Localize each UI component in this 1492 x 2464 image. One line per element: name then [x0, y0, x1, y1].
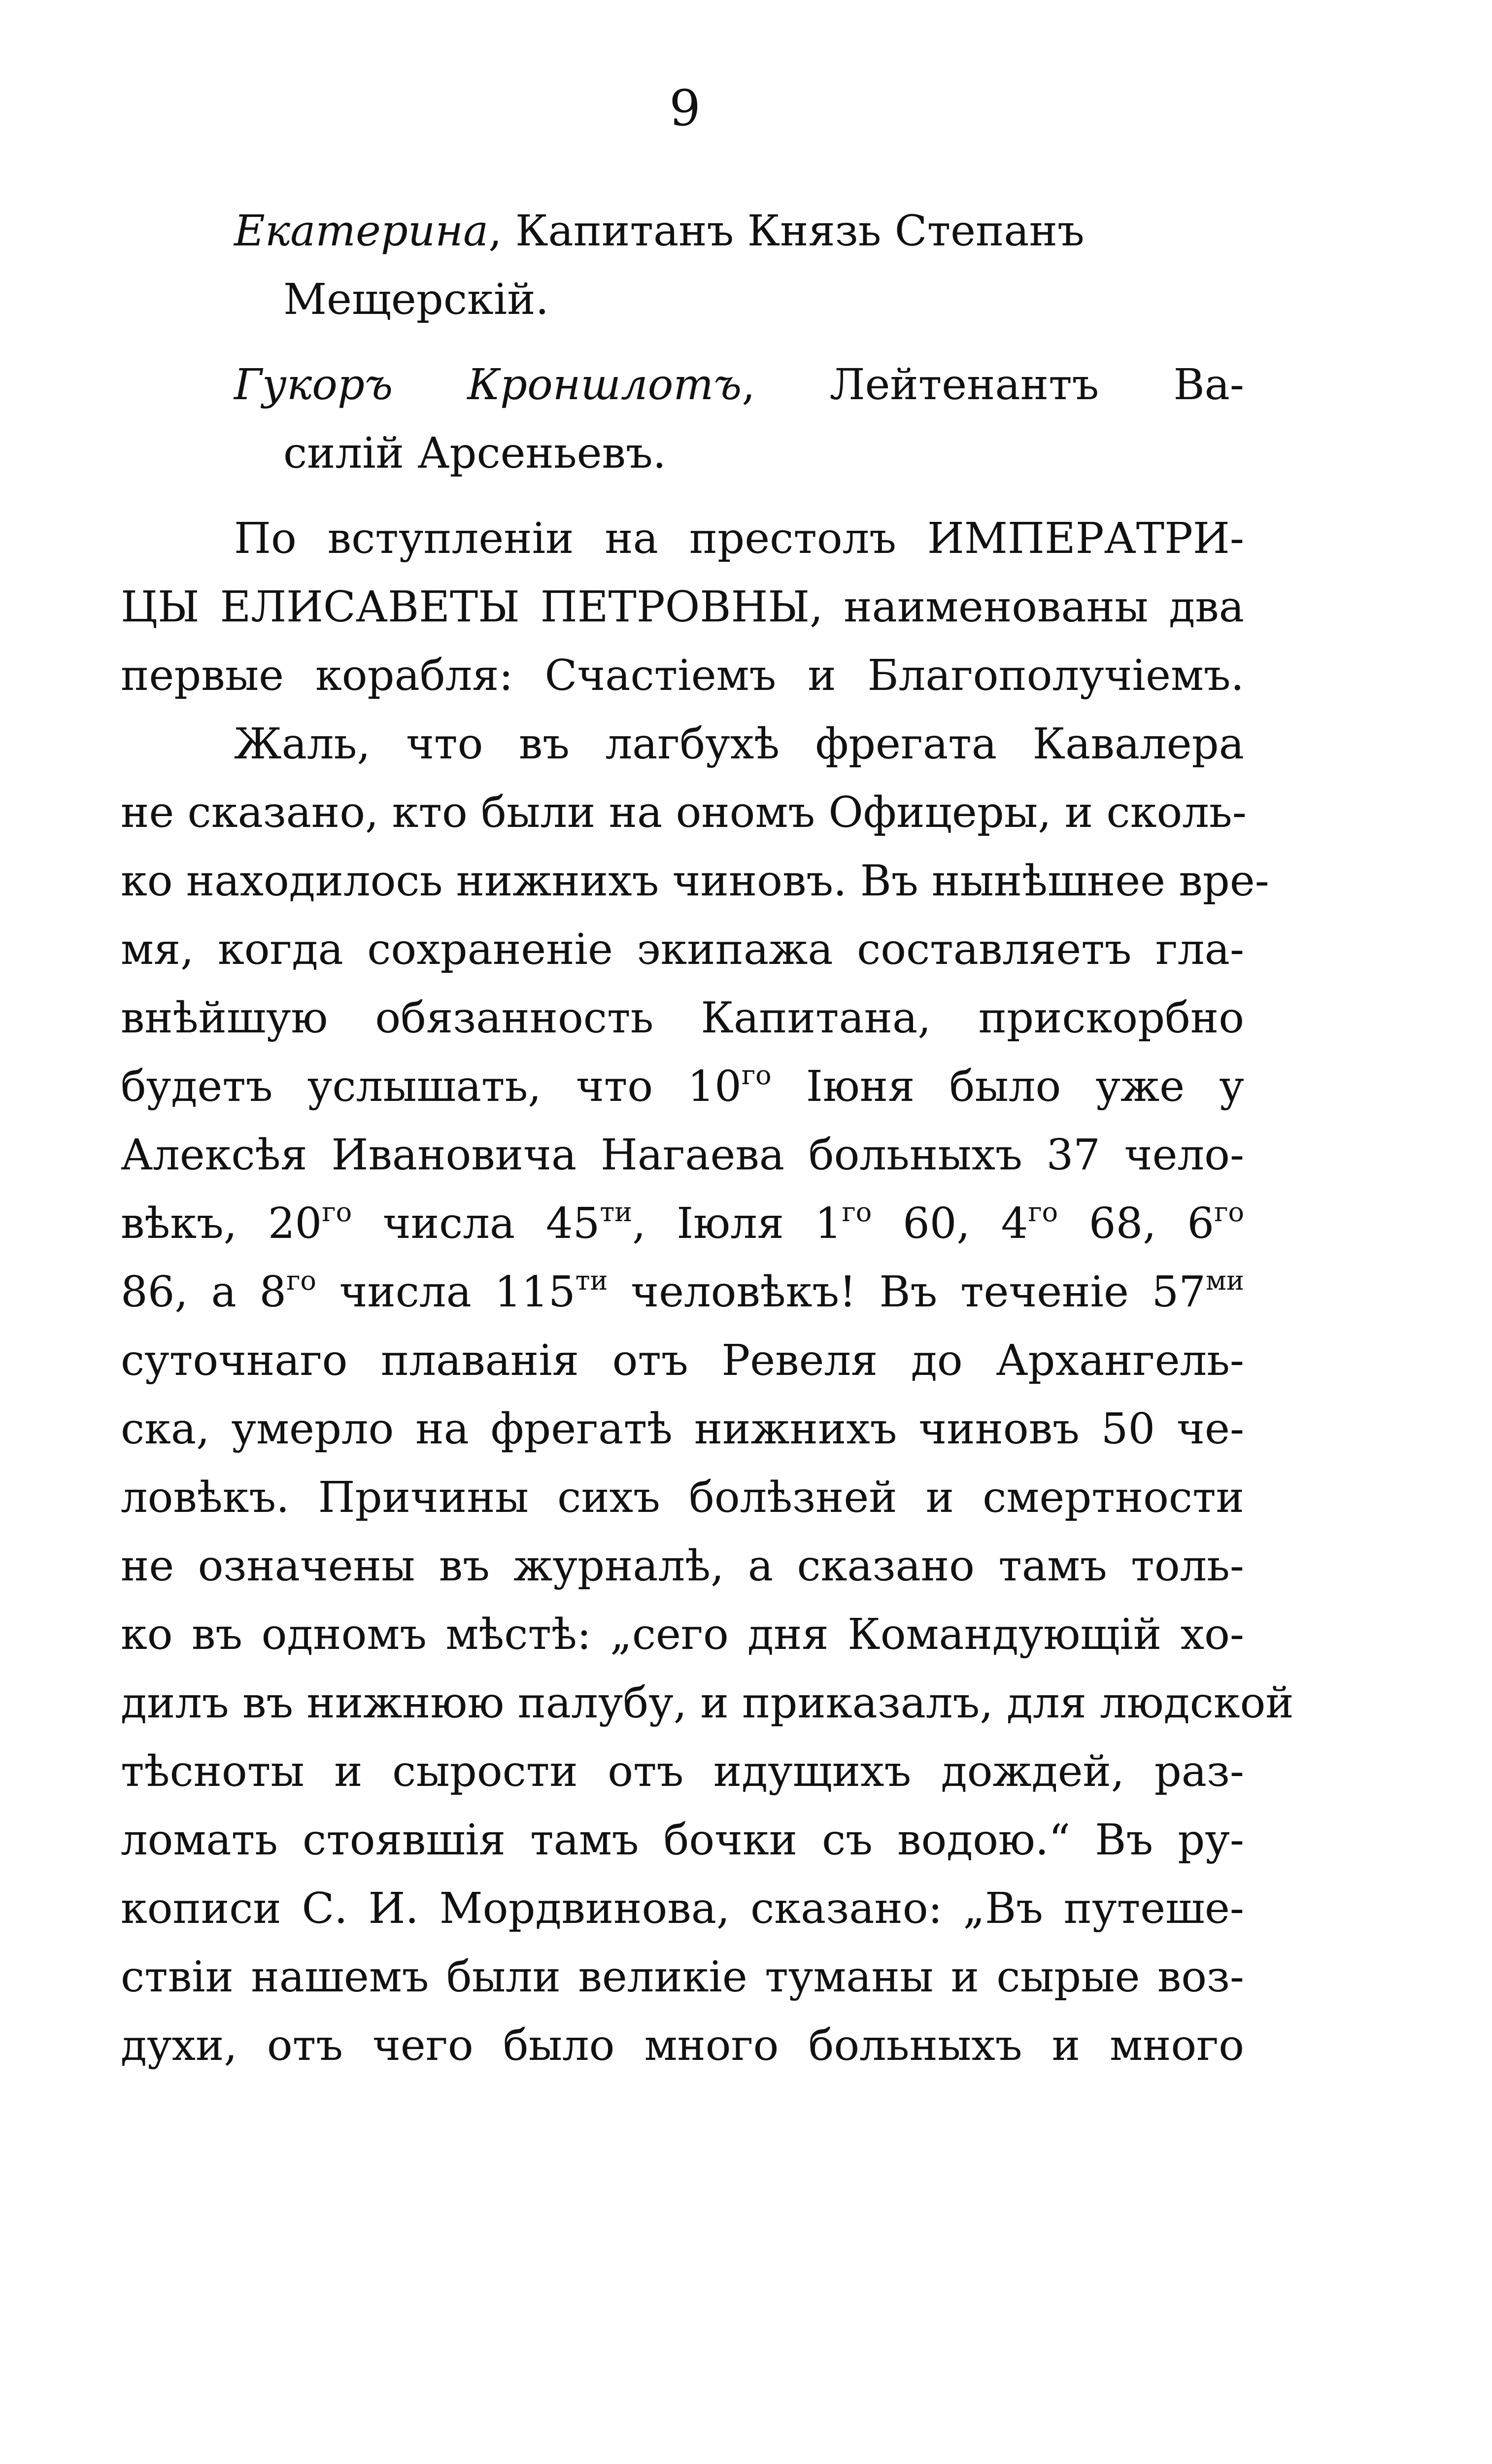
paragraph-2-line-15: дилъ въ нижнюю палубу, и приказалъ, для людской [121, 1678, 1294, 1728]
officer-rank-name: , Капитанъ Князь Степанъ [488, 206, 1085, 256]
superscript: ти [575, 1265, 608, 1296]
paragraph-2-line-3: ко находилось нижнихъ чиновъ. Въ нынѣшнее вре- [121, 856, 1269, 906]
paragraph-2-line-19: ствіи нашемъ были великіе туманы и сырые воз- [121, 1952, 1244, 2002]
paragraph-2-line-10: суточнаго плаванія отъ Ревеля до Архангель- [121, 1336, 1244, 1385]
paragraph-2-line-12: ловѣкъ. Причины сихъ болѣзней и смертности [121, 1473, 1244, 1522]
text-run: вѣкъ, 20 [121, 1199, 322, 1248]
paragraph-2-line-16: тѣсноты и сырости отъ идущихъ дождей, раз- [121, 1747, 1244, 1796]
ship-name: Екатерина [234, 206, 489, 256]
superscript: го [1028, 1197, 1058, 1228]
paragraph-2-line-8 [121, 1190, 1244, 1258]
officer-entry-1-line-2: Мещерскій. [283, 275, 549, 324]
officer-rank-name: , Лейтенантъ Ва- [742, 360, 1244, 410]
superscript: го [741, 1060, 772, 1091]
superscript: го [322, 1197, 352, 1228]
officer-entry-2-line-2: силій Арсеньевъ. [283, 429, 667, 478]
superscript: ти [600, 1197, 633, 1228]
paragraph-2-line-5: внѣйшую обязанность Капитана, прискорбно [121, 993, 1244, 1043]
superscript: го [1214, 1197, 1244, 1228]
paragraph-2-line-20: духи, отъ чего было много больныхъ и много [121, 2021, 1244, 2070]
paragraph-2-line-13: не означены въ журналѣ, а сказано тамъ толь- [121, 1541, 1244, 1591]
text-run: человѣкъ! Въ теченіе 57 [608, 1267, 1206, 1317]
paragraph-2-line-4: мя, когда сохраненіе экипажа составляетъ гла- [121, 925, 1244, 974]
paragraph-2-line-18: кописи С. И. Мордвинова, сказано: „Въ путеше- [121, 1884, 1244, 1933]
superscript: го [286, 1265, 316, 1296]
page-text [121, 197, 1294, 2080]
superscript: го [842, 1197, 872, 1228]
text-run: 86, а 8 [121, 1267, 287, 1317]
text-run: 68, 6 [1058, 1199, 1215, 1248]
superscript: ми [1206, 1265, 1244, 1296]
text-run: , Іюля 1 [632, 1199, 842, 1248]
paragraph-2-line-1: Жаль, что въ лагбухѣ фрегата Кавалера [234, 719, 1244, 769]
text-run: числа 45 [352, 1199, 600, 1248]
paragraph-2-line-9 [121, 1258, 1244, 1327]
paragraph-1-line-2: ЦЫ ЕЛИСАВЕТЫ ПЕТРОВНЫ, наименованы два [121, 582, 1244, 632]
officer-entry-1-line-1 [121, 197, 1244, 266]
text-run: 60, 4 [872, 1199, 1028, 1248]
text-run: числа 115 [316, 1267, 576, 1317]
ship-name: Гукоръ Кроншлотъ [234, 360, 742, 410]
paragraph-2-line-7: Алексѣя Ивановича Нагаева больныхъ 37 чело- [121, 1130, 1244, 1180]
paragraph-2-line-11: ска, умерло на фрегатѣ нижнихъ чиновъ 50 че- [121, 1404, 1244, 1454]
text-run: Іюня было уже у [771, 1062, 1244, 1111]
paragraph-2-line-17: ломать стоявшія тамъ бочки съ водою.“ Въ ру- [121, 1815, 1244, 1865]
paragraph-2-line-2: не сказано, кто были на ономъ Офицеры, и сколь- [121, 788, 1247, 837]
page-number: 9 [669, 79, 701, 137]
paragraph-2-line-6 [121, 1053, 1244, 1121]
paragraph-1-line-3: первые корабля: Счастіемъ и Благополучіемъ. [121, 651, 1244, 700]
text-run: будетъ услышать, что 10 [121, 1062, 742, 1111]
paragraph-1-line-1: По вступленіи на престолъ ИМПЕРАТРИ- [234, 514, 1244, 563]
paragraph-2-line-14: ко въ одномъ мѣстѣ: „сего дня Командующій хо- [121, 1610, 1244, 1659]
officer-entry-2-line-1 [121, 351, 1244, 419]
